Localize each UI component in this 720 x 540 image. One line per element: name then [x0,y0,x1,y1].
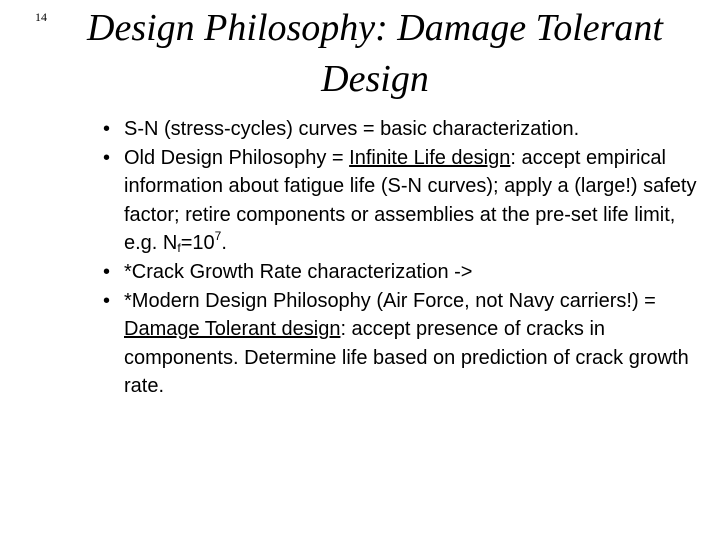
bullet-text-pre: Old Design Philosophy = [124,146,350,169]
bullet-modern-design-philosophy [100,287,700,401]
superscript-exponent: 7 [214,229,222,244]
bullet-text: *Crack Growth Rate characterization -> [124,260,473,283]
slide-title: Design Philosophy: Damage Tolerant Design [87,7,663,100]
bullet-list [100,115,700,401]
underlined-term-damage-tolerant: Damage Tolerant design [124,318,341,341]
underlined-term-infinite-life: Infinite Life design [349,146,511,169]
bullet-sn-curves [100,115,700,144]
bullet-text-end: . [221,232,227,255]
bullet-crack-growth-rate [100,258,700,287]
subscript-f: f [177,241,181,256]
bullet-text: S-N (stress-cycles) curves = basic characterization. [124,118,580,140]
bullet-old-design-philosophy [100,144,700,258]
slide-number: 14 [35,10,47,24]
equals-text: =10 [180,232,215,255]
bullet-text-post: : accept empirical information about fatigue life (S-N curves); apply a (large!) safety factor; retire components or assemblies at the pre-set life limit, e.g. N [124,146,697,255]
bullet-text-post: : accept presence of cracks in components. Determine life based on prediction of crack growth rate. [124,318,689,398]
bullet-text-pre: *Modern Design Philosophy (Air Force, not Navy carriers!) = [124,289,656,312]
